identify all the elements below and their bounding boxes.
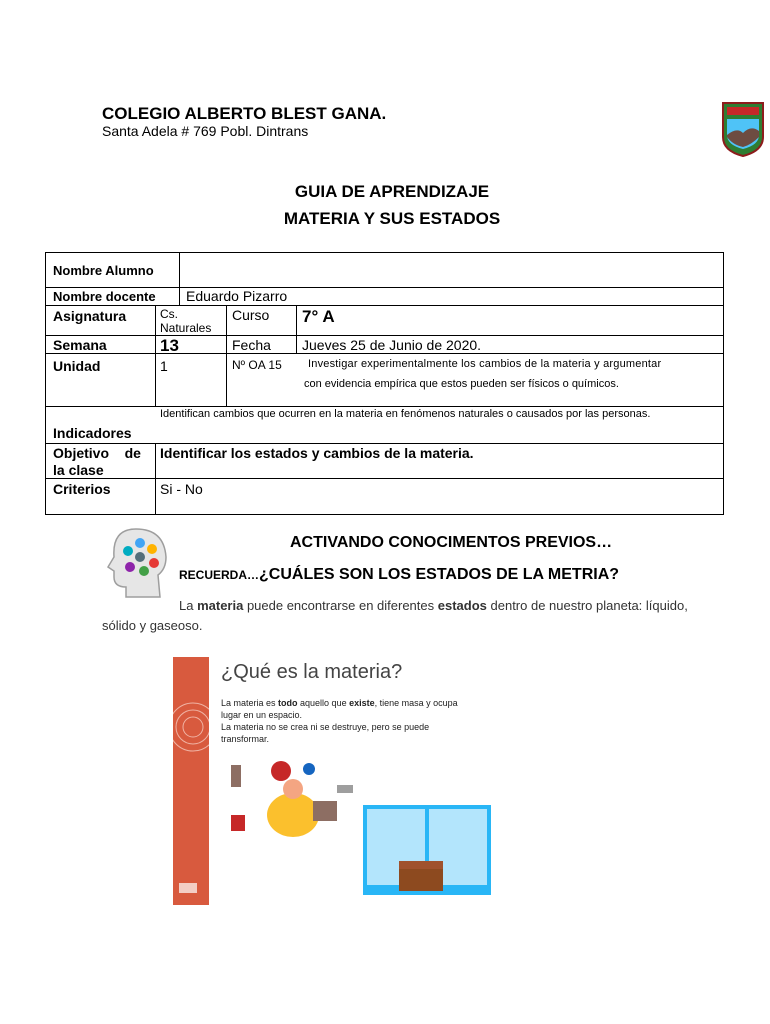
indicators-text: Identifican cambios que ocurren en la materia en fenómenos naturales o causados por las personas. — [160, 408, 651, 420]
reminder-prefix: RECUERDA… — [179, 568, 260, 582]
reminder-text: ¿CUÁLES SON LOS ESTADOS DE LA METRIA? — [259, 566, 620, 583]
criteria-label: Criterios — [53, 481, 111, 497]
school-name: COLEGIO ALBERTO BLEST GANA. — [102, 104, 387, 123]
oa-description-line1: Investigar experimentalmente los cambios de la materia y argumentar — [308, 358, 662, 370]
unit-label: Unidad — [53, 358, 101, 374]
student-info-table — [45, 252, 724, 515]
school-address: Santa Adela # 769 Pobl. Dintrans — [102, 123, 309, 139]
objective-value: Identificar los estados y cambios de la materia. — [160, 445, 474, 461]
section-heading: ACTIVANDO CONOCIMENTOS PREVIOS… — [290, 534, 613, 551]
subject-value-line1: Cs. — [160, 307, 178, 321]
slide-title: ¿Qué es la materia? — [221, 661, 403, 683]
course-label: Curso — [232, 307, 270, 323]
guide-title: GUIA DE APRENDIZAJE — [294, 182, 490, 201]
criteria-value: Si - No — [160, 481, 203, 497]
course-value: 7° A — [302, 307, 335, 326]
oa-label: Nº OA 15 — [232, 358, 282, 372]
unit-value: 1 — [160, 358, 168, 374]
cartoon-illustration — [221, 755, 361, 847]
week-label: Semana — [53, 337, 107, 353]
teacher-name-label: Nombre docente — [53, 289, 156, 304]
student-name-label: Nombre Alumno — [53, 263, 154, 278]
date-value: Jueves 25 de Junio de 2020. — [302, 337, 482, 353]
subject-value-line2: Naturales — [160, 321, 212, 335]
intro-paragraph-line1: La materia puede encontrarse en diferentes estados dentro de nuestro planeta: líquido, — [179, 598, 688, 613]
reminder-question — [179, 566, 619, 584]
intro-paragraph-line2: sólido y gaseoso. — [102, 618, 203, 633]
slide-body-text: La materia es todo aquello que existe, tiene masa y ocupa lugar en un espacio. La materia no se crea ni se destruye, pero se puede transformar. — [221, 698, 458, 744]
objective-label-line1: Objetivo de — [53, 445, 141, 461]
school-crest-logo — [721, 101, 765, 157]
chest-chart-image — [363, 805, 491, 895]
indicators-label: Indicadores — [53, 425, 132, 441]
head-gears-icon — [106, 527, 170, 599]
objective-label-line2: la clase — [53, 462, 104, 478]
subject-label: Asignatura — [53, 308, 127, 324]
teacher-name-value: Eduardo Pizarro — [186, 288, 288, 304]
guide-subtitle: MATERIA Y SUS ESTADOS — [283, 209, 501, 228]
date-label: Fecha — [232, 337, 271, 353]
week-value: 13 — [160, 336, 179, 355]
oa-description-line2: con evidencia empírica que estos pueden ser físicos o químicos. — [304, 378, 619, 390]
student-name-field[interactable] — [181, 255, 721, 285]
materia-slide-image — [173, 657, 493, 905]
slide-accent-bar — [173, 657, 209, 905]
